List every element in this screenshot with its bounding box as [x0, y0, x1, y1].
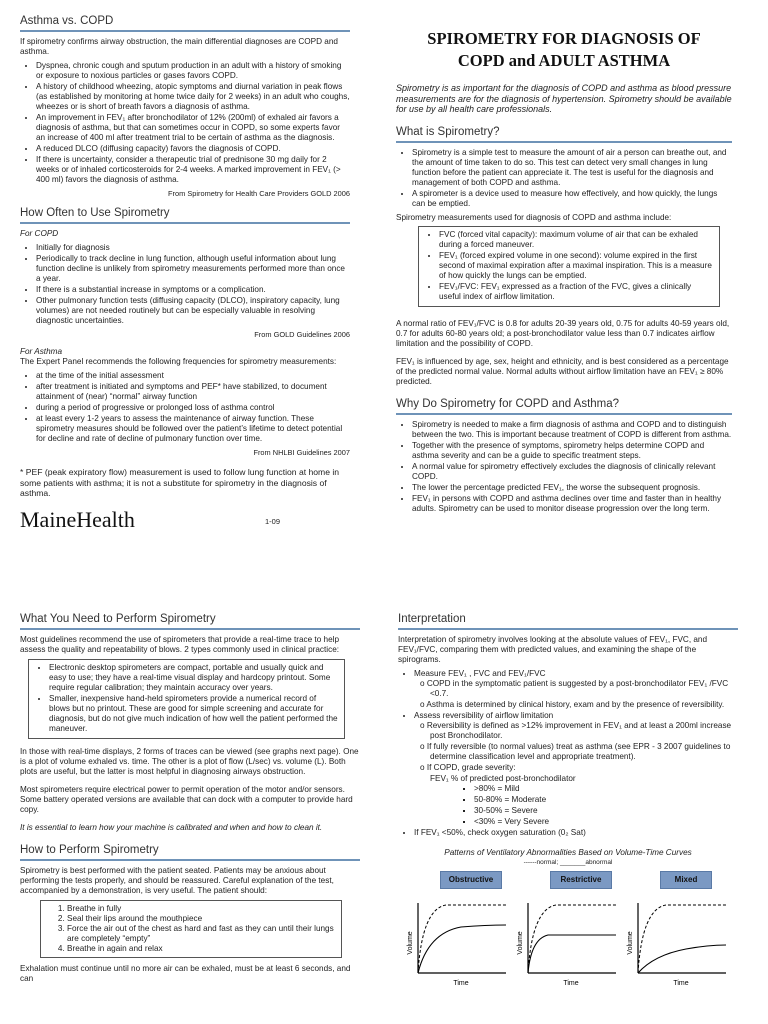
grade-label: FEV₁ % of predicted post-bronchodilator	[430, 774, 576, 784]
how-intro: Spirometry is best performed with the patient seated. Patients may be anxious about performing the tests properly, and should be reassured. Careful explanation of the test, accompanied by a demonstration, is very useful. The patient should:	[20, 866, 334, 896]
patterns-title: Patterns of Ventilatory Abnormalities Based on Volume-Time Curves	[444, 848, 692, 858]
list-item: • The lower the percentage predicted FEV₁, the worse the subsequent prognosis.	[412, 483, 732, 493]
top-right-column	[396, 28, 732, 518]
list-item: o Asthma is determined by clinical history, exam and by the presence of reversibility.	[430, 700, 738, 710]
list-item: 3. Force the air out of the chest as hard and fast as they can until their lungs are completely “empty”	[67, 924, 335, 944]
list-item: • If FEV₁ <50%, check oxygen saturation (0₂ Sat)	[414, 828, 738, 838]
calibration-note: It is essential to learn how your machine is calibrated and when and how to clean it.	[20, 823, 323, 833]
date-code: 1-09	[265, 516, 281, 526]
page-title	[396, 28, 732, 73]
list-item: • If there is uncertainty, consider a therapeutic trial of prednisone 30 mg daily for 2 weeks or of inhaled corticosteroids for 2-4 weeks. A marked improvement in FEV₁ (> 400 ml) favors the diagnosis of asthma.	[36, 155, 350, 185]
x-axis-label: Time	[563, 979, 579, 987]
list-item: ▪ >80% = Mild	[474, 784, 738, 794]
spirometer-types-box	[28, 659, 345, 739]
list-item: • If there is a substantial increase in symptoms or a complication.	[36, 285, 350, 295]
fev-paragraph: FEV₁ is influenced by age, sex, height and ethnicity, and is best considered as a percentage of the predicted normal value. Normal adults without airflow limitation have an FEV₁ ≥ 80% predicted.	[396, 357, 729, 387]
list-item: • A spirometer is a device used to measure how effectively, and how quickly, the lungs can be emptied.	[412, 189, 732, 209]
grade-list	[414, 784, 738, 827]
list-item: • FEV₁ (forced expired volume in one second): volume expired in the first second of maximal expiration after a maximal inspiration. This is a measure of how quickly the lungs can be emptied.	[439, 251, 713, 281]
list-item: o If COPD, grade severity:	[430, 763, 738, 773]
asthma-copd-list	[20, 61, 350, 185]
list-item: • Initially for diagnosis	[36, 243, 350, 253]
list-item: • Spirometry is needed to make a firm diagnosis of asthma and COPD and to distinguish between the two. This is important because treatment of COPD is different from asthma.	[412, 420, 732, 440]
nhlbi-source: From NHLBI Guidelines 2007	[253, 448, 350, 458]
list-item: • Periodically to track decline in lung function, although useful information about lung function decline is unlikely from spirometry measurements performed more than once a year.	[36, 254, 350, 284]
normal-curve	[638, 905, 726, 973]
top-left-column	[20, 14, 350, 537]
normal-curve	[528, 905, 616, 973]
obstructive-curve	[406, 895, 510, 987]
assess-step: Assess reversibility of airflow limitation	[414, 711, 554, 721]
obstructive-label: Obstructive	[440, 871, 502, 889]
asthma-frequency-list	[20, 371, 350, 444]
list-item: • Dyspnea, chronic cough and sputum production in an adult with a history of smoking or exposure to noxious particles or gases favors COPD.	[36, 61, 350, 81]
list-item: • after treatment is initiated and symptoms and PEF* have stabilized, to document attainment of (near) “normal” airway function	[36, 382, 350, 402]
need-intro: Most guidelines recommend the use of spirometers that provide a real-time trace to help assess the quality and repeatability of blows. 2 types commonly used in clinical practice:	[20, 635, 340, 655]
list-item	[414, 669, 738, 710]
list-item: • A history of childhood wheezing, atopic symptoms and diurnal variation in peak flows (as established by monitoring at home twice daily for 2 weeks) in an adult who coughs, wheezes or is short of breath favors a diagnosis of asthma.	[36, 82, 350, 112]
volume-time-figure	[398, 871, 738, 989]
bottom-page	[0, 600, 768, 1024]
intro-statement: Spirometry is as important for the diagnosis of COPD and asthma as blood pressure measurements are for the diagnosis of hypertension. Spirometry should be available for use by all health care professionals.	[396, 82, 732, 115]
list-item: • A reduced DLCO (diffusing capacity) favors the diagnosis of COPD.	[36, 144, 350, 154]
list-item: • FEV₁/FVC: FEV₁ expressed as a fraction of the FVC, gives a clinically useful index of airflow limitation.	[439, 282, 713, 302]
asthma-frequency-intro: The Expert Panel recommends the following frequencies for spirometry measurements:	[20, 357, 337, 367]
how-often-heading: How Often to Use Spirometry	[20, 206, 350, 224]
list-item: 2. Seal their lips around the mouthpiece	[67, 914, 335, 924]
list-item: o COPD in the symptomatic patient is suggested by a post-bronchodilator FEV₁ /FVC <0.7.	[430, 679, 738, 699]
interpretation-list	[398, 669, 738, 838]
asthma-copd-heading: Asthma vs. COPD	[20, 14, 350, 32]
mixed-label: Mixed	[660, 871, 712, 889]
list-item: 1. Breathe in fully	[67, 904, 335, 914]
for-copd-label: For COPD	[20, 229, 59, 239]
ratio-paragraph: A normal ratio of FEV₁/FVC is 0.8 for adults 20-39 years old, 0.75 for adults 40-59 years old, 0.7 for adults 60-80 years old; a post-bronchodilator value less than 0.7 indicates airflow limitation and the possibility of COPD.	[396, 319, 730, 349]
abnormal-curve	[528, 935, 616, 973]
list-item: • Other pulmonary function tests (diffusing capacity (DLCO), inspiratory capacity, lung volumes) are not needed routinely but can be especially valuable in resolving diagnostic uncertainties.	[36, 296, 350, 326]
list-item: • Together with the presence of symptoms, spirometry helps determine COPD and asthma severity and can be a guide to specific treatment steps.	[412, 441, 732, 461]
x-axis-label: Time	[453, 979, 469, 987]
gold-source: From Spirometry for Health Care Providers GOLD 2006	[168, 189, 350, 199]
measure-step: Measure FEV₁ , FVC and FEV₁/FVC	[414, 669, 546, 679]
why-list	[396, 420, 732, 514]
list-item: o If fully reversible (to normal values) treat as asthma (see EPR - 3 2007 guidelines to determine classification level and appropriate treatment).	[430, 742, 738, 762]
mainehealth-logo: MaineHealth	[20, 506, 135, 532]
power-paragraph: Most spirometers require electrical power to permit operation of the motor and/or sensors. Some battery operated versions are available that can dock with a computer to provide hard copy.	[20, 785, 353, 815]
title-line-1: SPIROMETRY FOR DIAGNOSIS OF	[427, 29, 701, 48]
for-asthma-label: For Asthma	[20, 347, 63, 357]
footer	[20, 507, 350, 537]
list-item: o Reversibility is defined as >12% improvement in FEV₁ and at least a 200ml increase post Bronchodilator.	[430, 721, 738, 741]
list-item: • Electronic desktop spirometers are compact, portable and usually quick and easy to use; they have a real-time visual display and hardcopy printout. Some require regular calibration; they maintain accuracy over years.	[49, 663, 338, 693]
measurements-list	[423, 230, 713, 302]
copd-frequency-list	[20, 243, 350, 326]
bottom-right-column	[398, 612, 738, 989]
list-item: ▪ 50-80% = Moderate	[474, 795, 738, 805]
list-item: • Spirometry is a simple test to measure the amount of air a person can breathe out, and the amount of time taken to do so. This test can detect very small changes in lung function before the patient can appreciate it. The test is useful for the diagnosis and management of both COPD and asthma.	[412, 148, 732, 188]
steps-box	[40, 900, 342, 958]
traces-paragraph: In those with real-time displays, 2 forms of traces can be viewed (see graphs next page). One is a plot of volume exhaled vs. time. The other is a plot of flow (L/sec) vs. volume (L). Both plots are useful, but the latter is most helpful in diagnosing airways obstruction.	[20, 747, 359, 777]
restrictive-label: Restrictive	[550, 871, 612, 889]
normal-curve	[418, 905, 506, 973]
patterns-legend: ------normal; _______abnormal	[523, 859, 613, 867]
measurements-intro: Spirometry measurements used for diagnosis of COPD and asthma include:	[396, 213, 672, 223]
restrictive-curve	[516, 895, 620, 987]
why-heading: Why Do Spirometry for COPD and Asthma?	[396, 397, 732, 415]
list-item	[414, 711, 738, 827]
y-axis-label: Volume	[407, 931, 414, 955]
y-axis-label: Volume	[517, 931, 524, 955]
list-item: • at least every 1-2 years to assess the maintenance of airway function. These spirometry measures should be followed over the patient’s lifetime to detect potential for decline and rate of decline of pulmonary function over time.	[36, 414, 350, 444]
title-line-2: COPD and ADULT ASTHMA	[457, 51, 671, 71]
list-item: • An improvement in FEV₁ after bronchodilator of 12% (200ml) of exhaled air favors a diagnosis of asthma, but that can sometimes occur in COPD, so some experts favor an increase of 400 ml after treatment trial to be certain of asthma as the diagnosis.	[36, 113, 350, 143]
measurements-box	[418, 226, 720, 307]
list-item: • FVC (forced vital capacity): maximum volume of air that can be exhaled during a forced maneuver.	[439, 230, 713, 250]
pef-footnote: * PEF (peak expiratory flow) measurement is used to follow lung function at home in some patients with asthma; it is not a substitute for spirometry in the diagnosis of asthma.	[20, 467, 340, 499]
list-item: ▪ <30% = Very Severe	[474, 817, 738, 827]
interpretation-heading: Interpretation	[398, 612, 738, 630]
bottom-left-column	[20, 612, 360, 988]
list-item: ▪ 30-50% = Severe	[474, 806, 738, 816]
list-item: • at the time of the initial assessment	[36, 371, 350, 381]
abnormal-curve	[638, 945, 726, 973]
measure-sublist	[414, 679, 738, 710]
interpretation-intro: Interpretation of spirometry involves looking at the absolute values of FEV₁, FVC, and FEV₁/FVC, comparing them with predicted values, and examining the shape of the spirograms.	[398, 635, 708, 665]
abnormal-curve	[418, 925, 506, 973]
mixed-curve	[626, 895, 730, 987]
gold-2006-source: From GOLD Guidelines 2006	[254, 330, 350, 340]
y-axis-label: Volume	[627, 931, 634, 955]
what-is-heading: What is Spirometry?	[396, 125, 732, 143]
what-is-list	[396, 148, 732, 209]
x-axis-label: Time	[673, 979, 689, 987]
list-item: 4. Breathe in again and relax	[67, 944, 335, 954]
list-item: • FEV₁ in persons with COPD and asthma declines over time and faster than in healthy adults. Spirometry can be used to monitor disease progression over the long term.	[412, 494, 732, 514]
list-item: • A normal value for spirometry effectively excludes the diagnosis of clinically relevant COPD.	[412, 462, 732, 482]
list-item: • during a period of progressive or prolonged loss of asthma control	[36, 403, 350, 413]
need-heading: What You Need to Perform Spirometry	[20, 612, 360, 630]
spirometer-types-list	[33, 663, 338, 734]
assess-sublist	[414, 721, 738, 773]
exhalation-paragraph: Exhalation must continue until no more air can be exhaled, must be at least 6 seconds, and can	[20, 964, 351, 984]
list-item: • Smaller, inexpensive hand-held spirometers provide a numerical record of blows but no printout. These are good for simple screening and accurate for diagnosis, but do not give much indication of how well the patient performed the maneuver.	[49, 694, 338, 734]
steps-list	[45, 904, 335, 954]
how-heading: How to Perform Spirometry	[20, 843, 360, 861]
asthma-copd-intro: If spirometry confirms airway obstruction, the main differential diagnoses are COPD and asthma.	[20, 37, 338, 57]
